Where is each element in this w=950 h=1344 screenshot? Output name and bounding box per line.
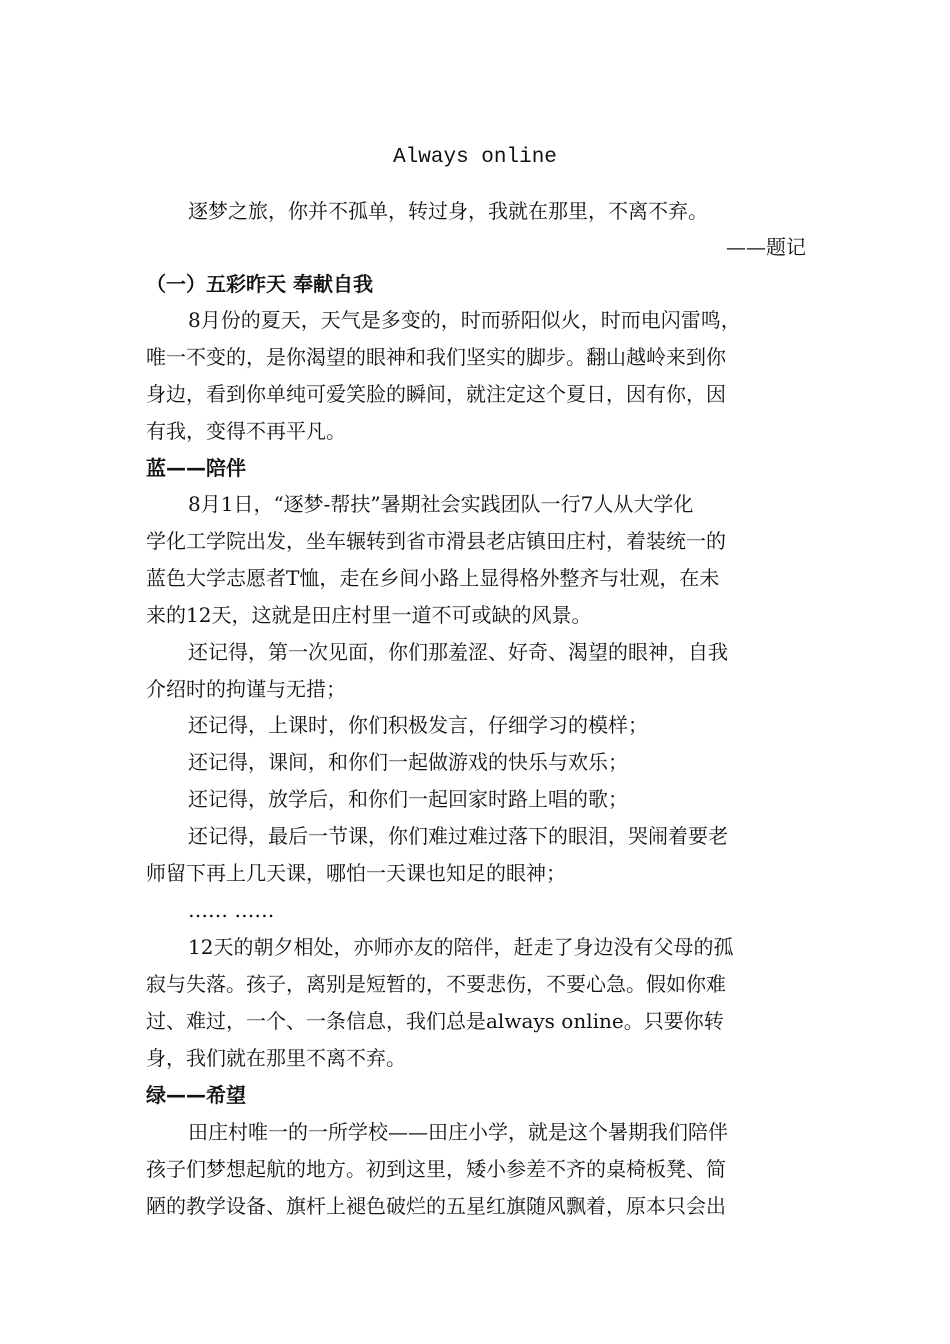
paragraph-line: 身边，看到你单纯可爱笑脸的瞬间，就注定这个夏日，因有你，因 — [146, 382, 726, 406]
paragraph-line: 还记得，最后一节课，你们难过难过落下的眼泪，哭闹着要老 — [188, 824, 728, 848]
paragraph-line: 过、难过，一个、一条信息，我们总是always online。只要你转 — [146, 1009, 724, 1033]
paragraph-line: 蓝色大学志愿者T恤，走在乡间小路上显得格外整齐与壮观，在未 — [146, 566, 720, 590]
document-title: Always online — [393, 146, 557, 169]
paragraph-line: 师留下再上几天课，哪怕一天课也知足的眼神； — [146, 861, 566, 885]
paragraph-line: 12天的朝夕相处，亦师亦友的陪伴，赶走了身边没有父母的孤 — [188, 935, 734, 959]
paragraph-line: 孩子们梦想起航的地方。初到这里，矮小参差不齐的桌椅板凳、简 — [146, 1157, 726, 1181]
paragraph-line: 8月份的夏天，天气是多变的，时而骄阳似火，时而电闪雷鸣， — [188, 308, 741, 332]
paragraph-line: 还记得，第一次见面，你们那羞涩、好奇、渴望的眼神，自我 — [188, 640, 728, 664]
paragraph-line: 8月1日，“逐梦-帮扶”暑期社会实践团队一行7人从大学化 — [188, 492, 694, 516]
paragraph-line: 还记得，上课时，你们积极发言，仔细学习的模样； — [188, 713, 648, 737]
paragraph-line: 还记得，课间，和你们一起做游戏的快乐与欢乐； — [188, 750, 628, 774]
paragraph-line: 来的12天，这就是田庄村里一道不可或缺的风景。 — [146, 603, 592, 627]
section-heading: （一）五彩昨天 奉献自我 — [146, 272, 373, 296]
paragraph-line: 学化工学院出发，坐车辗转到省市滑县老店镇田庄村，着装统一的 — [146, 529, 726, 553]
paragraph-line: 唯一不变的，是你渴望的眼神和我们坚实的脚步。翻山越岭来到你 — [146, 345, 726, 369]
epigraph: 逐梦之旅，你并不孤单，转过身，我就在那里，不离不弃。 — [188, 199, 708, 223]
paragraph-line: 寂与失落。孩子，离别是短暂的，不要悲伤，不要心急。假如你难 — [146, 972, 726, 996]
paragraph-line: 田庄村唯一的一所学校——田庄小学，就是这个暑期我们陪伴 — [188, 1120, 728, 1144]
paragraph-line: 身，我们就在那里不离不弃。 — [146, 1046, 406, 1070]
green-heading: 绿——希望 — [146, 1083, 246, 1107]
paragraph-line: 还记得，放学后，和你们一起回家时路上唱的歌； — [188, 787, 628, 811]
blue-heading: 蓝——陪伴 — [146, 456, 246, 480]
paragraph-line: 介绍时的拘谨与无措； — [146, 677, 346, 701]
epigraph-attribution: ——题记 — [726, 235, 806, 259]
paragraph-line: 有我，变得不再平凡。 — [146, 419, 346, 443]
ellipsis: …… …… — [188, 898, 275, 922]
paragraph-line: 陋的教学设备、旗杆上褪色破烂的五星红旗随风飘着，原本只会出 — [146, 1194, 726, 1218]
